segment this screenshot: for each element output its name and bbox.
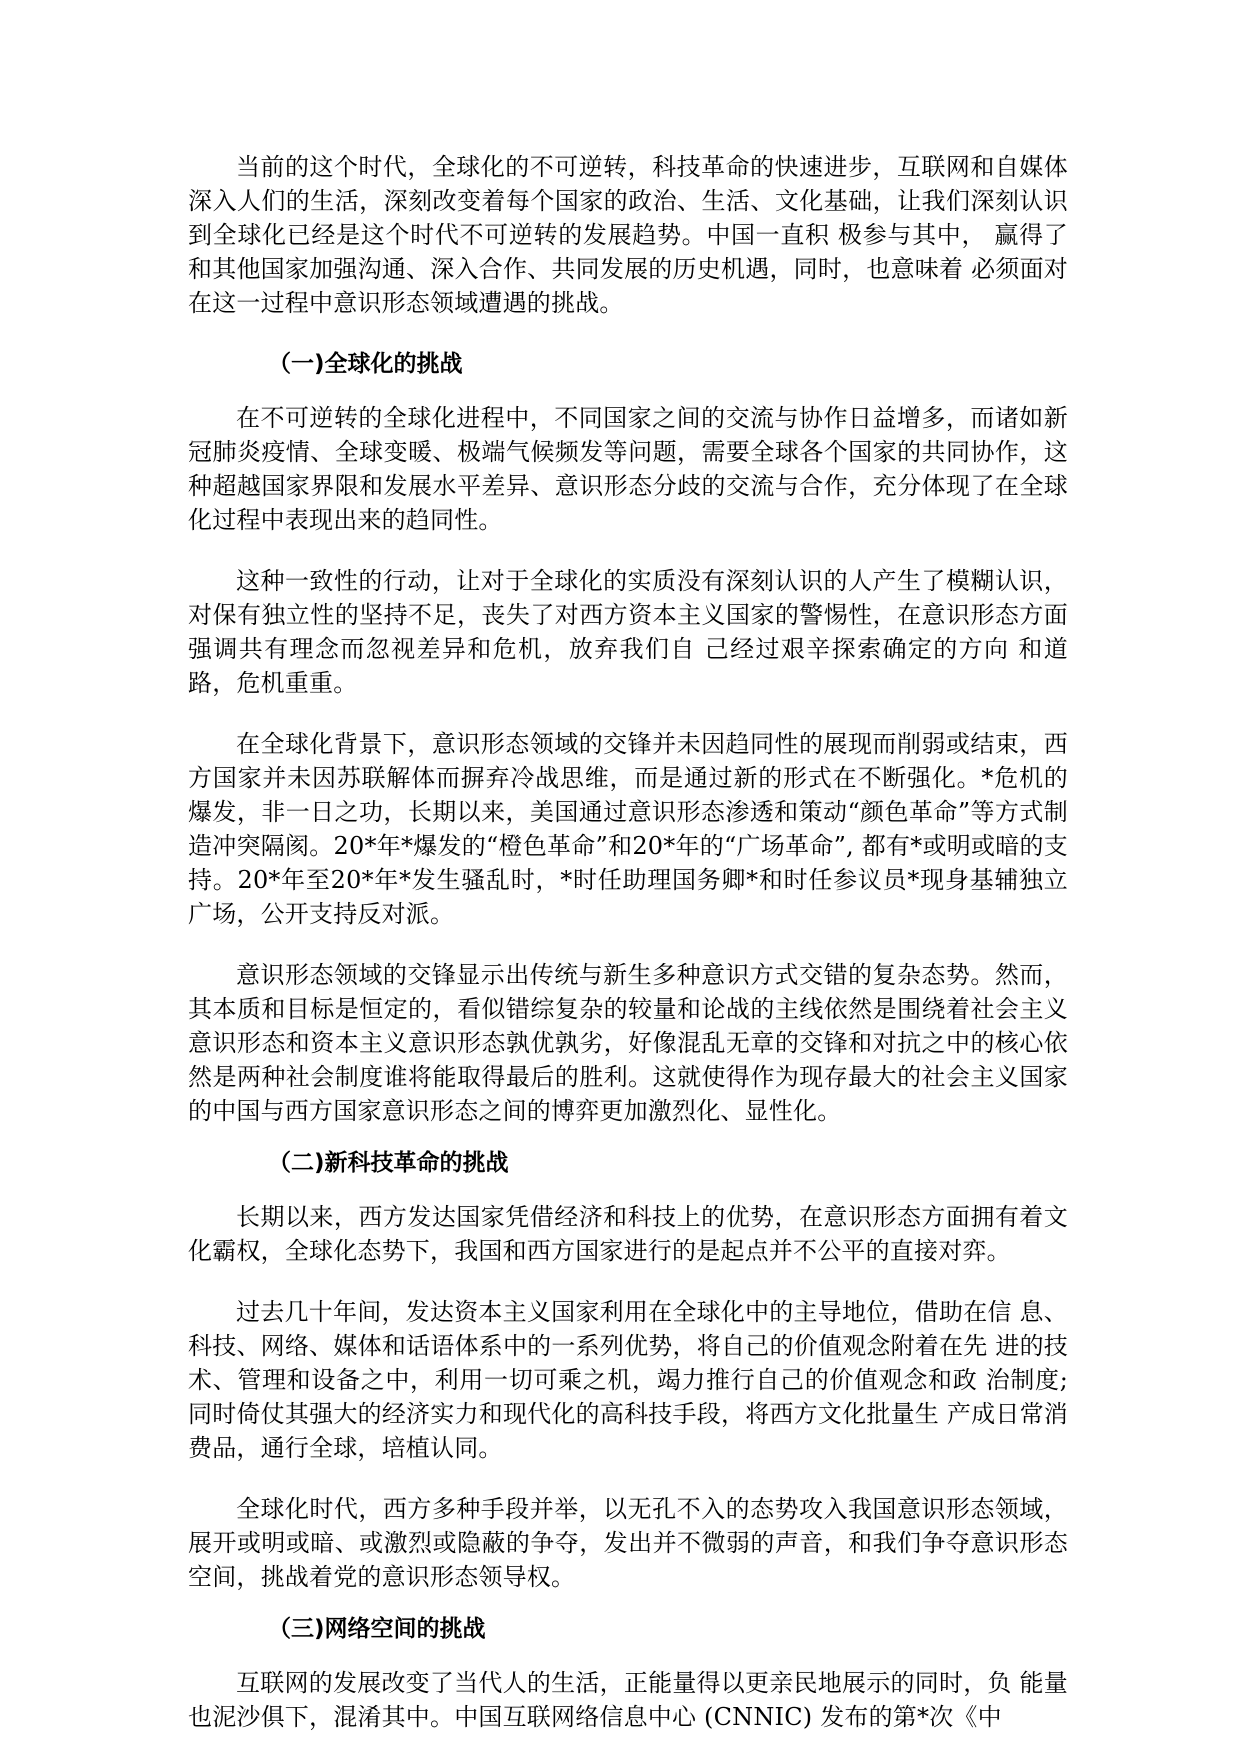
paragraph-globalization-3: 在全球化背景下，意识形态领域的交锋并未因趋同性的展现而削弱或结束，西方国家并未因苏联解体而摒弃冷战思维，而是通过新的形式在不断强化。*危机的爆发，非一日之功，长期以来，美国通过意识形态渗透和策动“颜色革命”等方式制造冲突隔阂。20*年*爆发的“橙色革命”和20*年的“广场革命”, 都有*或明或暗的支持。20*年至20*年*发生骚乱时，*时任助理国务卿*和时任参议员*现身基辅独立广场，公开支持反对派。 bbox=[188, 730, 1068, 928]
paragraph-globalization-2: 这种一致性的行动，让对于全球化的实质没有深刻认识的人产生了模糊认识，对保有独立性的坚持不足，丧失了对西方资本主义国家的警惕性，在意识形态方面强调共有理念而忽视差异和危机，放弃我们自 己经过艰辛探索确定的方向 和道路，危机重重。 bbox=[188, 567, 1068, 697]
paragraph-tech-2: 过去几十年间，发达资本主义国家利用在全球化中的主导地位，借助在信 息、科技、网络、媒体和话语体系中的一系列优势，将自己的价值观念附着在先 进的技术、管理和设备之中，利用一切可乘之机，竭力推行自己的价值观念和政 治制度; 同时倚仗其强大的经济实力和现代化的高科技手段，将西方文化批量生 产成日常消费品，通行全球，培植认同。 bbox=[188, 1298, 1068, 1462]
paragraph-globalization-1: 在不可逆转的全球化进程中，不同国家之间的交流与协作日益增多，而诸如新冠肺炎疫情、全球变暖、极端气候频发等问题，需要全球各个国家的共同协作，这种超越国家界限和发展水平差异、意识形态分歧的交流与合作，充分体现了在全球化过程中表现出来的趋同性。 bbox=[188, 404, 1068, 534]
section-heading-cyberspace: （三)网络空间的挑战 bbox=[268, 1616, 486, 1642]
paragraph-tech-3: 全球化时代，西方多种手段并举，以无孔不入的态势攻入我国意识形态领域，展开或明或暗、或激烈或隐蔽的争夺，发出并不微弱的声音，和我们争夺意识形态空间，挑战着党的意识形态领导权。 bbox=[188, 1495, 1068, 1591]
section-heading-tech-revolution: （二)新科技革命的挑战 bbox=[268, 1150, 509, 1176]
paragraph-cyberspace-1: 互联网的发展改变了当代人的生活，正能量得以更亲民地展示的同时，负 能量也泥沙俱下，混淆其中。中国互联网络信息中心 (CNNIC) 发布的第*次《中 bbox=[188, 1669, 1068, 1731]
paragraph-tech-1: 长期以来，西方发达国家凭借经济和科技上的优势，在意识形态方面拥有着文化霸权，全球化态势下，我国和西方国家进行的是起点并不公平的直接对弈。 bbox=[188, 1203, 1068, 1265]
paragraph-globalization-4: 意识形态领域的交锋显示出传统与新生多种意识方式交错的复杂态势。然而，其本质和目标是恒定的，看似错综复杂的较量和论战的主线依然是围绕着社会主义意识形态和资本主义意识形态孰优孰劣，好像混乱无章的交锋和对抗之中的核心依然是两种社会制度谁将能取得最后的胜利。这就使得作为现存最大的社会主义国家的中国与西方国家意识形态之间的博弈更加激烈化、显性化。 bbox=[188, 961, 1068, 1125]
document-body bbox=[188, 150, 1068, 1761]
intro-paragraph: 当前的这个时代，全球化的不可逆转，科技革命的快速进步，互联网和自媒体深入人们的生活，深刻改变着每个国家的政治、生活、文化基础，让我们深刻认识到全球化已经是这个时代不可逆转的发展趋势。中国一直积 极参与其中， 赢得了和其他国家加强沟通、深入合作、共同发展的历史机遇，同时，也意味着 必须面对在这一过程中意识形态领域遭遇的挑战。 bbox=[188, 153, 1068, 317]
section-heading-globalization: （一)全球化的挑战 bbox=[268, 351, 463, 377]
